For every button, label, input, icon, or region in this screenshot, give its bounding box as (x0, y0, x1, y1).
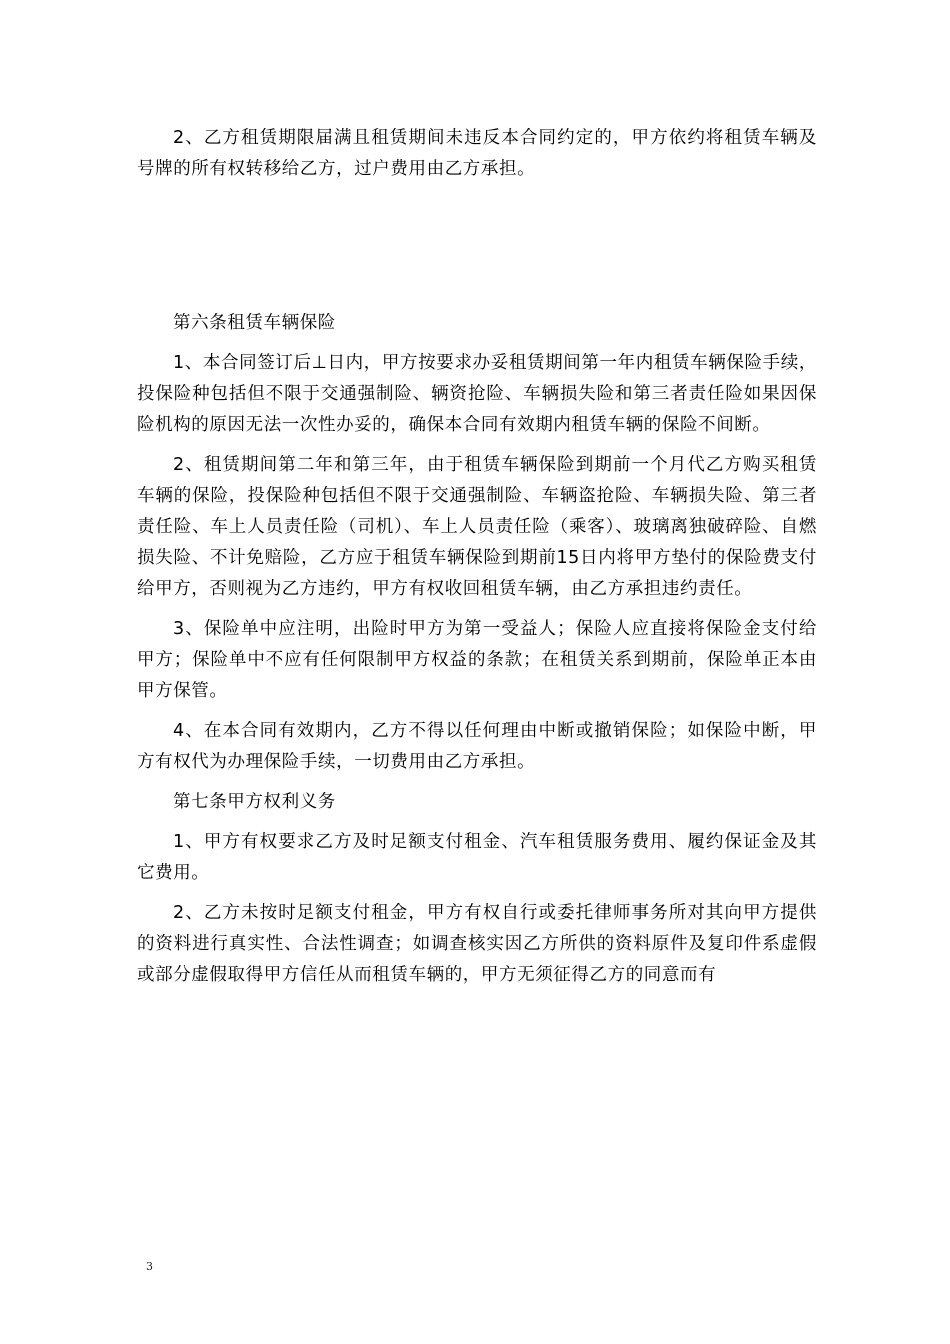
paragraph-clause-7-2: 2、乙方未按时足额支付租金，甲方有权自行或委托律师事务所对其向甲方提供的资料进行真实性、合法性调查；如调查核实因乙方所供的资料原件及复印件系虚假或部分虚假取得甲方信任从而租赁车辆的，甲方无须征得乙方的同意而有 (137, 903, 817, 985)
heading-article-7: 第七条甲方权利义务 (173, 792, 336, 812)
paragraph-spacer (137, 339, 817, 348)
paragraph-clause-6-1: 1、本合同签订后⊥日内，甲方按要求办妥租赁期间第一年内租赁车辆保险手续，投保险种包括但不限于交通强制险、辆资抢险、车辆损失险和第三者责任险如果因保险机构的原因无法一次性办妥的，确保本合同有效期内租赁车辆的保险不间断。 (137, 353, 817, 435)
paragraph-spacer (137, 605, 817, 614)
paragraph-spacer (137, 707, 817, 716)
paragraph-clause-6-2: 2、租赁期间第二年和第三年，由于租赁车辆保险到期前一个月代乙方购买租赁车辆的保险，投保险种包括但不限于交通强制险、车辆盗抢险、车辆损失险、第三者责任险、车上人员责任险（司机）、车上人员责任险（乘客）、玻璃离独破碎险、自燃损失险、不计免赔险，乙方应于租赁车辆保险到期前15日内将甲方垫付的保险费支付给甲方，否则视为乙方违约，甲方有权收回租赁车辆，由乙方承担违约责任。 (137, 455, 817, 599)
page-number: 3 (146, 1260, 153, 1273)
paragraph-spacer (137, 778, 817, 787)
paragraph-clause-5-2: 2、乙方租赁期限届满且租赁期间未违反本合同约定的，甲方依约将租赁车辆及号牌的所有权转移给乙方，过户费用由乙方承担。 (137, 128, 817, 179)
paragraph-spacer (137, 441, 817, 450)
paragraph-clause-7-1: 1、甲方有权要求乙方及时足额支付租金、汽车租赁服务费用、履约保证金及其它费用。 (137, 832, 817, 883)
paragraph-spacer (137, 889, 817, 898)
document-body (137, 123, 817, 991)
paragraph-spacer (137, 818, 817, 827)
section-spacer (137, 185, 817, 308)
paragraph-clause-6-4: 4、在本合同有效期内，乙方不得以任何理由中断或撤销保险；如保险中断，甲方有权代为办理保险手续，一切费用由乙方承担。 (137, 721, 817, 772)
paragraph-clause-6-3: 3、保险单中应注明，出险时甲方为第一受益人；保险人应直接将保险金支付给甲方；保险单中不应有任何限制甲方权益的条款；在租赁关系到期前，保险单正本由甲方保管。 (137, 619, 817, 701)
heading-article-6: 第六条租赁车辆保险 (173, 313, 336, 333)
